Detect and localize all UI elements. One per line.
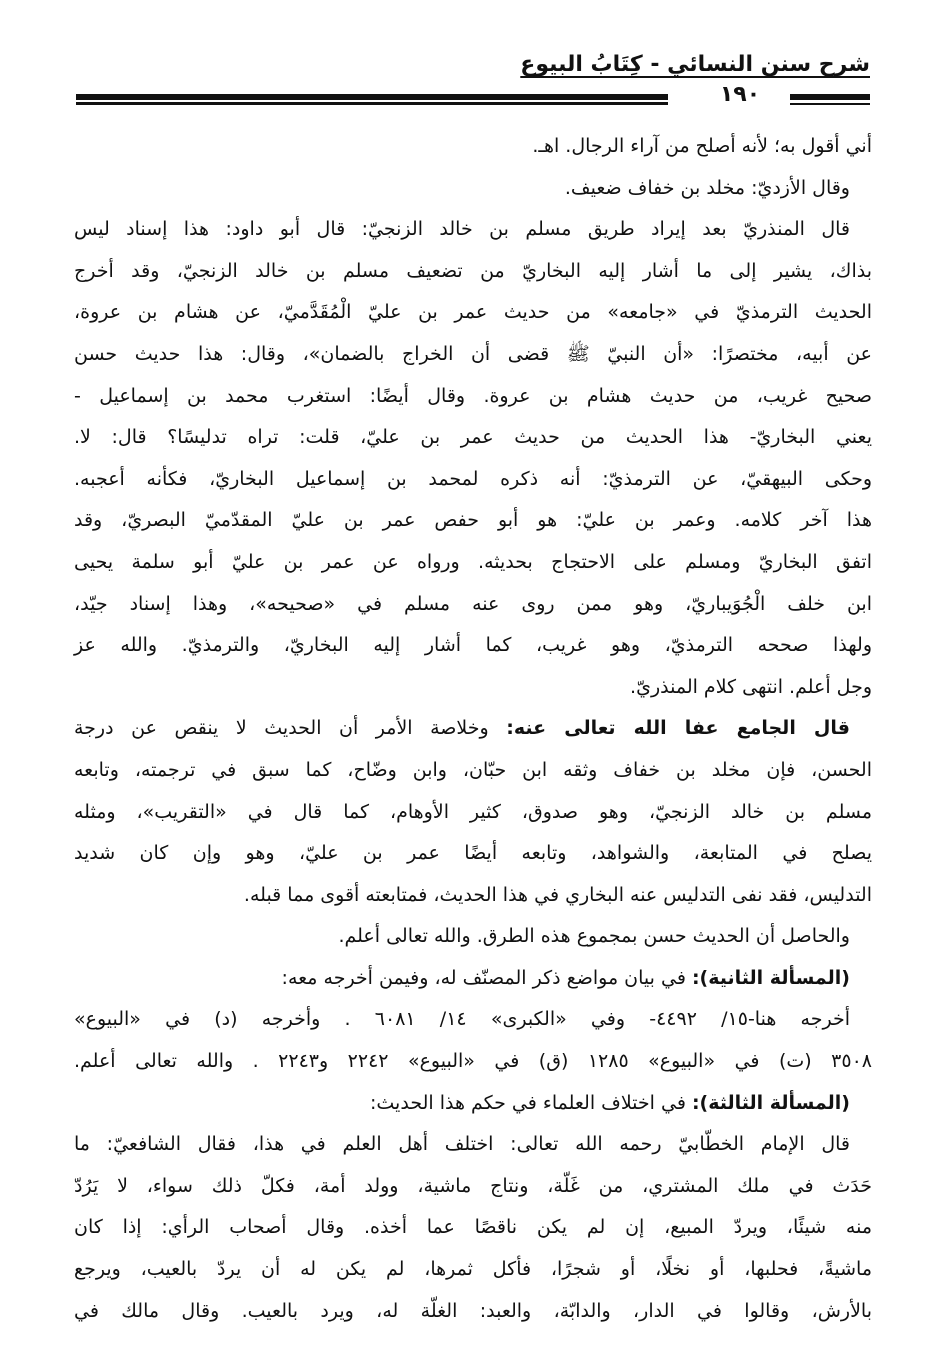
text-line (74, 958, 872, 1000)
text-line: مسلم بن خالد الزنجيّ، وهو صدوق، كثير الأوهام، كما قال في «التقريب»، ومثله (74, 800, 872, 823)
text-line: قال المنذريّ بعد إيراد طريق مسلم بن خالد الزنجيّ: قال أبو داود: هذا إسناد ليس (74, 218, 850, 241)
page-number: ١٩٠ (719, 82, 761, 107)
text-line: ولهذا صححه الترمذيّ، وهو غريب، كما أشار إليه البخاريّ، والترمذيّ. والله عز (74, 634, 872, 657)
text-span: وخلاصة الأمر أن الحديث لا ينقص عن درجة (74, 717, 489, 740)
text-line: وحكى البيهقيّ، عن الترمذيّ: أنه ذكره لمحمد بن إسماعيل البخاريّ، فكأنه أعجبه. (74, 467, 872, 490)
text-line: بالأرش، وقالوا في الدار، والدابّة، والعبد: الغلّة له، ويرد بالعيب. وقال مالك في (74, 1299, 872, 1322)
text-line: الحديث الترمذيّ في «جامعه» من حديث عمر بن عليّ الْمُقَدَّميّ، عن هشام بن عروة، (74, 301, 872, 324)
page-body (74, 126, 872, 1332)
text-line: التدليس، فقد نفى التدليس عنه البخاري في هذا الحديث، فمتابعته أقوى مما قبله. (243, 883, 872, 906)
text-line (74, 708, 872, 750)
text-line: ابن خلف الْجُوَيباريّ، وهو ممن روى عنه مسلم في «صحيحه»، وهذا إسناد جيّد، (74, 592, 872, 615)
text-line: هذا آخر كلامه. وعمر بن عليّ: هو أبو حفص عمر بن عليّ المقدّميّ البصريّ، وقد (74, 509, 872, 532)
text-line: الحسن، فإن مخلد بن خفاف وثقه ابن حبّان، وابن وضّاح، كما سبق في ترجمته، وتابعه (74, 758, 872, 781)
text-span: في بيان مواضع ذكر المصنّف له، وفيمن أخرجه معه: (281, 966, 686, 989)
text-line: صحيح غريب، من حديث هشام بن عروة. وقال أيضًا: استغرب محمد بن إسماعيل - (74, 384, 872, 407)
text-line: والحاصل أن الحديث حسن بمجموع هذه الطرق. والله تعالى أعلم. (338, 925, 850, 948)
header-rule-left (76, 94, 668, 102)
text-line: أخرجه هنا-١٥/ ٤٤٩٢- وفي «الكبرى» ١٤/ ٦٠٨١ . وأخرجه (د) في «البيوع» (74, 1008, 850, 1031)
text-line (74, 1083, 872, 1125)
text-line: قال الإمام الخطّابيّ رحمه الله تعالى: اختلف أهل العلم في هذا، فقال الشافعيّ: ما (74, 1133, 850, 1156)
bold-label-masala-3: (المسألة الثالثة): (691, 1091, 850, 1114)
text-span: في اختلاف العلماء في حكم هذا الحديث: (370, 1091, 686, 1114)
text-line: يعني البخاريّ- هذا الحديث من حديث عمر بن عليّ، قلت: تراه تدليسًا؟ قال: لا. (74, 426, 872, 449)
text-line: منه شيئًا، ويردّ المبيع، إن لم يكن ناقصًا عما أخذه. وقال أصحاب الرأي: إذا كان (74, 1216, 872, 1239)
text-line: ماشيةً، فحلبها، أو نخلًا، أو شجرًا، فأكل ثمرها، لم يكن له أن يردّ بالعيب، ويرجع (74, 1258, 872, 1281)
text-line: عن أبيه، مختصرًا: «أن النبيّ ﷺ قضى أن الخراج بالضمان»، وقال: هذا حديث حسن (74, 342, 872, 365)
text-line: بذاك، يشير إلى ما أشار إليه البخاريّ من تضعيف مسلم بن خالد الزنجيّ، وقد أخرج (74, 259, 872, 282)
text-line: وقال الأزديّ: مخلد بن خفاف ضعيف. (564, 176, 850, 199)
running-header-title: شرح سنن النسائي - كِتَابُ البيوع (520, 52, 870, 77)
bold-label-masala-2: (المسألة الثانية): (691, 966, 850, 989)
text-line: يصلح في المتابعة، والشواهد، وتابعه أيضًا عمر بن عليّ، وهو وإن كان شديد (74, 842, 872, 865)
text-line: وجل أعلم. انتهى كلام المنذريّ. (630, 675, 872, 698)
text-line: ٣٥٠٨ (ت) في «البيوع» ١٢٨٥ (ق) في «البيوع» ٢٢٤٢ و٢٢٤٣ . والله تعالى أعلم. (74, 1050, 872, 1073)
text-line: حَدَث في ملك المشتري، من غَلّة، ونتاج ماشية، وولد أمة، فكلّ ذلك سواء، لا يَرُدّ (74, 1174, 872, 1197)
header-rule-right (790, 94, 870, 100)
bold-label-jami: قال الجامع عفا الله تعالى عنه: (506, 717, 850, 740)
text-line: أني أقول به؛ لأنه أصلح من آراء الرجال. اهـ. (532, 135, 872, 157)
text-line: اتفق البخاريّ ومسلم على الاحتجاج بحديثه. ورواه عن عمر بن عليّ أبو سلمة يحيى (74, 550, 872, 573)
